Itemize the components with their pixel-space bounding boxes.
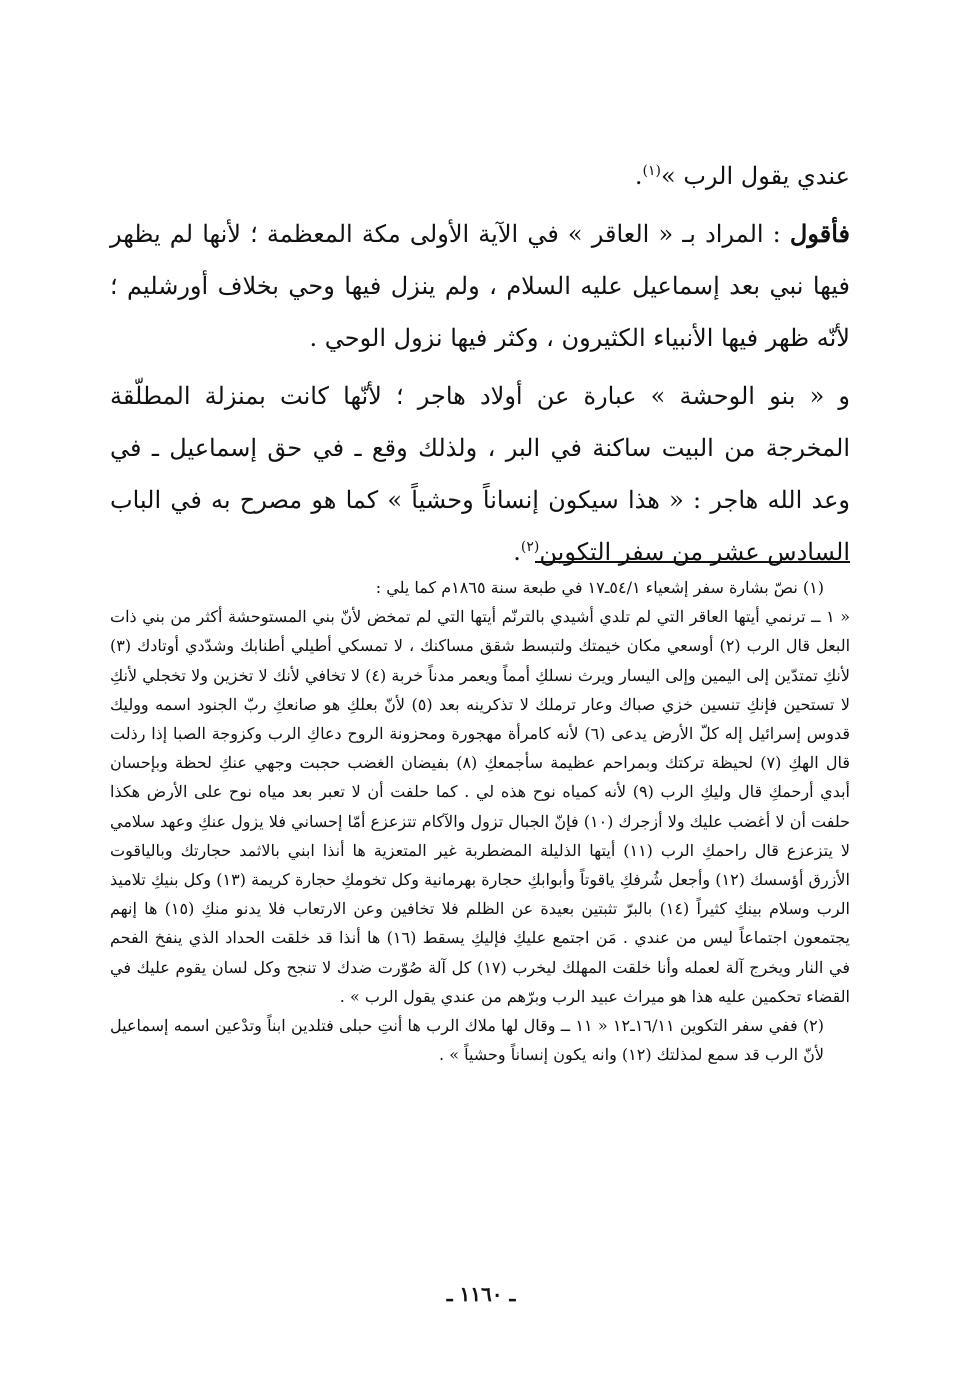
paragraph-3-text: و « بنو الوحشة » عبارة عن أولاد هاجر ؛ لأنّها كانت بمنزلة المطلّقة المخرجة من البيت ساكنة في البر ، ولذلك وقع ـ في حق إسماعيل ـ في وعد الله هاجر : « هذا سيكون إنساناً وحشياً » كما هو مصرح به في الباب السادس عشر من سفر التكوين [110,382,851,566]
paragraph-1-end: . [634,162,643,190]
footnote-ref-2: (٢) [520,539,540,555]
paragraph-2-text: : المراد بـ « العاقر » في الآية الأولى مكة المعظمة ؛ لأنها لم يظهر فيها نبي بعد إسماعيل عليه السلام ، ولم ينزل فيها وحي بخلاف أورشليم ؛ لأنّه ظهر فيها الأنبياء الكثيرون ، وكثر فيها نزول الوحي . [110,220,850,352]
footnote-2: (٢) ففي سفر التكوين ١٦/١١ـ١٢ « ١١ ــ وقال لها ملاك الرب ها أنتِ حبلى فتلدين ابناً وتدْعين اسمه إسماعيل لأنّ الرب قد سمع لمذلتك (١٢) وانه يكون إنساناً وحشياً » . [110,1016,825,1065]
paragraph-1 [110,150,850,202]
paragraph-3 [110,370,850,578]
paragraph-3-end: . [513,538,521,566]
footnote-1-body: « ١ ــ ترنمي أيتها العاقر التي لم تلدي أشيدي بالترنّم أيتها التي لم تمخض لأنّ بني المستوحشة أكثر من بني ذات البعل قال الرب (٢) أوسعي مكان خيمتك ولتبسط شقق مساكنك ، لا تمسكي أطيلي أطنابك وشدّدي أوتادك (٣) لأنكِ تمتدّين إلى اليمين وإلى اليسار ويرث نسلكِ أمماً ويعمر مدناً خربة (٤) لا تخافي لأنك لا تخزين ولا تخجلي لأنكِ لا تستحين فإنكِ تنسين خزي صباك وعار ترملك لا تذكرينه بعد (٥) لأنّ بعلكِ هو صانعكِ ربّ الجنود اسمه ووليك قدوس إسرائيل إله كلّ الأرض يدعى (٦) لأنه كامرأة مهجورة ومحزونة الروح دعاكِ الرب وكزوجة الصبا إذا رذلت قال الهكِ (٧) لحيظة تركتك وبمراحم عظيمة سأجمعكِ (٨) بفيضان الغضب حجبت وجهي عنكِ لحظة وبإحسان أبدي أرحمكِ قال وليكِ الرب (٩) لأنه كمياه نوح هذه لي . كما حلفت أن لا تعبر بعد مياه نوح على الأرض هكذا حلفت أن لا أغضب عليك ولا أزجرك (١٠) فإنّ الجبال تزول والآكام تتزعزع أمّا إحساني فلا يزول عنكِ وعهد سلامي لا يتزعزع قال راحمكِ الرب (١١) أيتها الذليلة المضطربة غير المتعزية ها أنذا ابني بالاثمد حجارتك وبالياقوت الأزرق أؤسسك (١٢) وأجعل شُرفكِ ياقوتاً وأبوابكِ حجارة بهرمانية وكل تخومكِ حجارة كريمة (١٣) وكل بنيكِ تلاميذ الرب وسلام بينكِ كثيراً (١٤) بالبرّ تثبتين بعيدة عن الظلم فلا تخافين وعن الارتعاب فلا يدنو منكِ (١٥) ها إنهم يجتمعون اجتماعاً ليس من عندي . مَن اجتمع عليكِ فإليكِ يسقط (١٦) ها أنذا قد خلقت الحداد الذي ينفخ الفحم في النار ويخرج آلة لعمله وأنا خلقت المهلك ليخرب (١٧) كل آلة صُوّرت ضدك لا تنجح وكل لسان يقوم عليك في القضاء تحكمين عليه هذا هو ميراث عبيد الرب وبرّهم من عندي يقول الرب » . [110,607,851,1006]
footnote-ref-1: (١) [642,163,661,179]
footnotes [110,573,850,1069]
paragraph-1-text: عندي يقول الرب » [661,162,850,190]
footnote-separator [535,561,850,563]
footnote-1-head: (١) نصّ بشارة سفر إشعياء ٥٤/١ـ١٧ في طبعة سنة ١٨٦٥م كما يلي : [375,578,824,597]
paragraph-2-lead: فأقول [789,219,850,248]
page-number: ـ ١١٦٠ ـ [446,1282,516,1306]
paragraph-2 [110,208,850,364]
main-text [110,150,850,584]
